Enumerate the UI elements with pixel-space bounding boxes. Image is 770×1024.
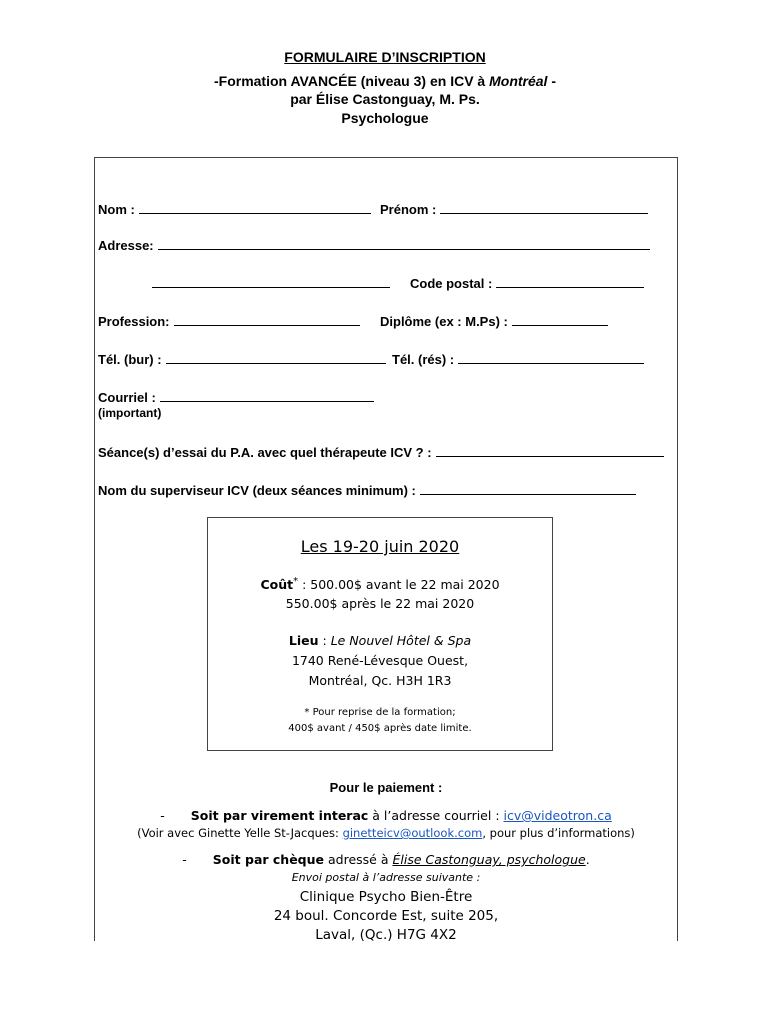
seances-label: Séance(s) d’essai du P.A. avec quel thérapeute ICV ? :	[98, 445, 432, 460]
training-dates: Les 19-20 juin 2020	[300, 537, 460, 556]
nom-field[interactable]	[98, 201, 371, 217]
tel-bur-label: Tél. (bur) :	[98, 352, 162, 367]
instructor-name: par Élise Castonguay, M. Ps.	[290, 91, 480, 107]
diplome-field[interactable]	[380, 313, 608, 329]
payment-title: Pour le paiement :	[329, 780, 443, 795]
seances-field[interactable]	[98, 444, 664, 460]
seances-blank[interactable]	[436, 444, 664, 457]
virement-email-link[interactable]: icv@videotron.ca	[503, 808, 612, 823]
form-title: FORMULAIRE D’INSCRIPTION	[284, 49, 486, 65]
prenom-label: Prénom :	[380, 202, 437, 217]
diplome-label: Diplôme (ex : M.Ps) :	[380, 314, 508, 329]
adresse-line2-field[interactable]	[152, 275, 390, 291]
virement-dash: -	[160, 808, 165, 823]
venue-line: Lieu : Le Nouvel Hôtel & Spa	[288, 633, 472, 648]
adresse-field[interactable]	[98, 237, 650, 253]
tel-bur-blank[interactable]	[166, 351, 386, 364]
code-postal-label: Code postal :	[410, 276, 493, 291]
postal-instructions: Envoi postal à l’adresse suivante :	[291, 871, 481, 884]
cheque-text: adressé à	[324, 852, 393, 867]
virement-label: Soit par virement interac	[190, 808, 369, 823]
adresse-blank[interactable]	[158, 237, 650, 250]
contact-suffix: , pour plus d’informations)	[482, 826, 635, 840]
nom-blank[interactable]	[139, 201, 371, 214]
profession-blank[interactable]	[174, 313, 360, 326]
venue-address-2: Montréal, Qc. H3H 1R3	[308, 673, 452, 688]
prenom-blank[interactable]	[440, 201, 648, 214]
superviseur-label: Nom du superviseur ICV (deux séances minimum) :	[98, 483, 416, 498]
venue-name: Le Nouvel Hôtel & Spa	[330, 633, 472, 648]
payment-cheque-line	[94, 852, 678, 867]
instructor-title: Psychologue	[341, 110, 429, 126]
retake-note-1: * Pour reprise de la formation;	[304, 707, 456, 718]
contact-prefix: (Voir avec Ginette Yelle St-Jacques:	[137, 826, 343, 840]
courriel-field[interactable]	[98, 389, 374, 405]
adresse-line2-blank[interactable]	[152, 275, 390, 288]
payment-contact-line	[94, 826, 678, 840]
cost-asterisk: *	[293, 576, 299, 587]
cheque-dash: -	[182, 852, 187, 867]
training-info-box	[207, 517, 553, 751]
course-title-suffix: -	[547, 73, 557, 89]
course-title-prefix: -Formation AVANCÉE (niveau 3) en ICV à	[213, 73, 490, 89]
prenom-field[interactable]	[380, 201, 648, 217]
venue-label: Lieu	[288, 633, 319, 648]
course-city: Montréal	[489, 73, 548, 89]
cheque-end: .	[585, 852, 590, 867]
mailing-address-3: Laval, (Qc.) H7G 4X2	[315, 927, 457, 943]
tel-bur-field[interactable]	[98, 351, 386, 367]
cheque-label: Soit par chèque	[212, 852, 325, 867]
mailing-address-1: Clinique Psycho Bien-Être	[299, 889, 473, 905]
courriel-important-note: (important)	[98, 406, 162, 420]
code-postal-field[interactable]	[410, 275, 644, 291]
courriel-label: Courriel :	[98, 390, 156, 405]
tel-res-label: Tél. (rés) :	[392, 352, 455, 367]
code-postal-blank[interactable]	[496, 275, 644, 288]
mailing-address-2: 24 boul. Concorde Est, suite 205,	[273, 908, 499, 924]
virement-text: à l’adresse courriel :	[368, 808, 504, 823]
cost-label: Coût	[260, 577, 294, 593]
cost-value-1: : 500.00$ avant le 22 mai 2020	[298, 577, 500, 593]
profession-label: Profession:	[98, 314, 170, 329]
contact-email-link[interactable]: ginetteicv@outlook.com	[342, 826, 483, 840]
nom-label: Nom :	[98, 202, 135, 217]
retake-note-2: 400$ avant / 450$ après date limite.	[288, 723, 472, 734]
tel-res-blank[interactable]	[458, 351, 644, 364]
cost-line-2: 550.00$ après le 22 mai 2020	[285, 596, 475, 611]
adresse-label: Adresse:	[98, 238, 154, 253]
tel-res-field[interactable]	[392, 351, 644, 367]
venue-address-1: 1740 René-Lévesque Ouest,	[291, 653, 469, 668]
course-title	[0, 73, 770, 89]
superviseur-field[interactable]	[98, 482, 636, 498]
diplome-blank[interactable]	[512, 313, 608, 326]
cheque-payee: Élise Castonguay, psychologue	[392, 852, 586, 867]
superviseur-blank[interactable]	[420, 482, 636, 495]
cost-line-1	[208, 576, 552, 592]
payment-virement-line	[94, 808, 678, 823]
profession-field[interactable]	[98, 313, 360, 329]
courriel-blank[interactable]	[160, 389, 374, 402]
